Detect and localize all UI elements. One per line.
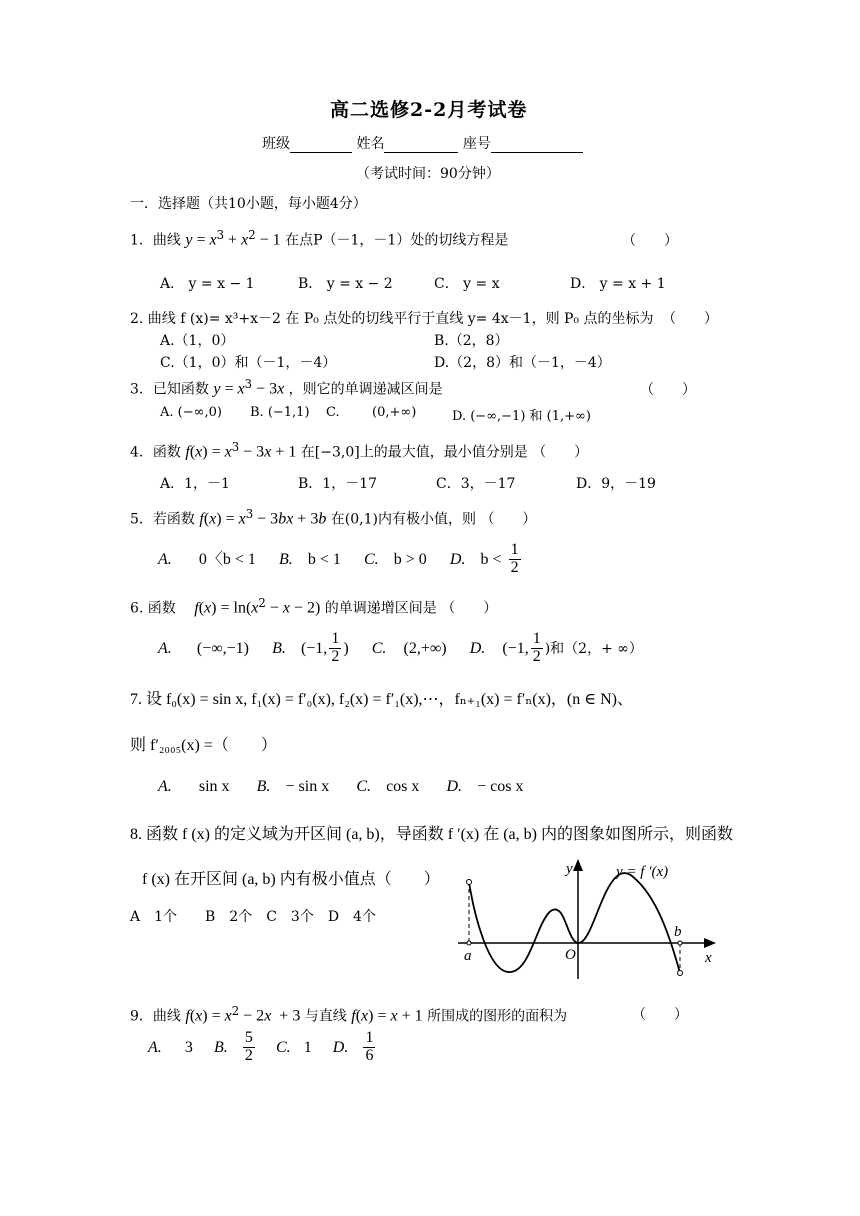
q6-option-b-label: B. (272, 639, 286, 657)
q1-option-c: C． y = x (434, 276, 500, 292)
q5-options (158, 542, 523, 577)
q6-option-d-pre: (−1, (502, 639, 529, 657)
question-2: 2. 曲线 f (x)= x³+x－2 在 P₀ 点处的切线平行于直线 y= 4x－1，则 P₀ 点的坐标为 (130, 311, 654, 327)
question-5: 5．若函数 $f(x) = x^3 - 3bx + 3b$ 在(0,1)内有极小值，则 （ ） (130, 507, 537, 528)
q6-option-d-label: D. (469, 639, 486, 657)
q9-stem-a: 9．曲线 (130, 1008, 181, 1025)
q5-stem-a: 5．若函数 (130, 511, 195, 528)
q3-stem-a: 3．已知函数 (130, 381, 209, 398)
q9-paren: （ ） (632, 1007, 688, 1023)
q7-option-c: cos x (386, 778, 420, 795)
q9-option-b: $\frac{5}{2}$ (244, 1029, 253, 1064)
q5-option-c-label: C. (364, 550, 379, 568)
q4-paren: （ ） (532, 444, 589, 461)
q5-fraction: $\frac{1}{2}$ (510, 541, 519, 576)
q6-option-b-pre: (−1, (300, 639, 328, 657)
q6-stem-b: 的单调递增区间是 (324, 600, 437, 617)
y-axis-arrow (573, 859, 583, 871)
q6-options: A. (−∞,−1) B. (−1, $\frac{1}{2}$ ) C. (2,+∞) D. (−1, $\frac{1}{2}$ )和（2，+ ∞） (158, 630, 643, 665)
q4-option-d: D．9，－19 (576, 476, 656, 492)
q1-stem-b: 在点P（－1，－1）处的切线方程是 (285, 232, 509, 249)
x-axis-arrow (704, 938, 716, 948)
page-title: 高二选修2-2月考试卷 (330, 99, 528, 121)
q9-stem-b: 与直线 (304, 1008, 347, 1025)
q1-option-d: D． y = x + 1 (570, 276, 666, 292)
q1-option-b: B． y = x − 2 (298, 276, 393, 292)
q2-option-d: D.（2，8）和（－1，－4） (434, 355, 611, 371)
q5-option-a-label: A. (158, 550, 172, 568)
q6-stem-a: 6. 函数 (130, 600, 176, 617)
q5-option-b: b < 1 (307, 550, 341, 568)
q7-option-d-label: D. (446, 778, 463, 795)
question-6: 6. 函数 $f(x) = \ln(x^2 - x - 2)$ 的单调递增区间是 （ ） (130, 596, 498, 617)
q6-option-c-label: C. (371, 639, 387, 657)
info-line (262, 133, 583, 153)
q9-option-c: 1 (303, 1038, 312, 1056)
question-8: 8. 函数 f (x) 的定义域为开区间 (a, b)，导函数 f ′(x) 在 (a, b) 内的图象如图所示，则函数 (130, 826, 733, 843)
name-label: 姓名 (356, 136, 385, 152)
q3-paren: （ ） (640, 382, 696, 398)
q9-options (148, 1030, 377, 1065)
endpoint-b (678, 971, 683, 976)
q7-option-b: − sin x (285, 778, 330, 795)
q9-option-d-label: D. (332, 1038, 349, 1056)
q2-option-a: A.（1，0） (160, 333, 235, 349)
curve-label: y = f ′(x) (616, 864, 669, 880)
q3-option-a: A. (−∞,0) (160, 405, 222, 420)
q7-options (158, 776, 524, 796)
q4-stem-a: 4．函数 (130, 444, 181, 461)
q9-option-a: 3 (184, 1038, 193, 1056)
b-label: b (674, 924, 682, 940)
point-a (467, 941, 471, 945)
q4-option-b: B．1，－17 (298, 476, 378, 492)
x-axis-label: x (705, 950, 712, 966)
section-heading: 一．选择题（共10小题，每小题4分） (130, 196, 367, 212)
q6-option-d-post: )和（2，+ ∞） (544, 640, 643, 657)
q9-option-d: $\frac{1}{6}$ (365, 1029, 374, 1064)
question-3: 3．已知函数 $y = x^3 - 3x$ ，则它的单调递减区间是 (130, 377, 443, 398)
origin-label: O (565, 947, 576, 963)
question-4: 4．函数 $f(x) = x^3 - 3x + 1$ 在[−3,0]上的最大值，最小值分别是 （ ） (130, 440, 589, 461)
q5-option-c: b > 0 (393, 550, 427, 568)
q6-option-b-post: ) (343, 639, 349, 657)
q8-options: A 1个 B 2个 C 3个 D 4个 (130, 909, 376, 925)
derivative-graph (440, 852, 730, 982)
question-7-line2: 则 f′₂₀₀₅(x) =（ ） (130, 737, 277, 754)
q3-option-b: B. (−1,1) (250, 405, 310, 420)
q6-option-a-label: A. (158, 639, 172, 657)
q5-stem-b: 在(0,1)内有极小值，则 (330, 511, 476, 528)
q5-paren: （ ） (480, 511, 537, 528)
a-label: a (464, 948, 472, 964)
time-note: （考试时间：90分钟） (356, 166, 500, 182)
q1-stem-a: 1．曲线 (130, 232, 181, 249)
q9-option-c-label: C. (275, 1038, 291, 1056)
q5-option-b-label: B. (279, 550, 293, 568)
q2-option-b: B.（2，8） (434, 333, 509, 349)
q4-stem-b: 在[−3,0]上的最大值，最小值分别是 (300, 444, 528, 461)
q5-option-d-label: D. (449, 550, 466, 568)
q1-option-a: A． y = x − 1 (160, 276, 255, 292)
q9-option-a-label: A. (148, 1038, 162, 1056)
q9-stem-c: 所围成的图形的面积为 (427, 1008, 568, 1025)
q5-option-d: b < (480, 550, 502, 568)
q3-option-d: D. (−∞,−1) 和 (1,+∞) (452, 409, 591, 424)
question-7: 7. 设 f₀(x) = sin x, f₁(x) = f′₀(x), f₂(x) = f′₁(x),⋯，fₙ₊₁(x) = f′ₙ(x)，(n ∈ N)、 (130, 691, 633, 708)
q4-option-a: A．1，－1 (160, 476, 230, 492)
q6-option-a: (−∞,−1) (196, 639, 249, 657)
question-1: 1．曲线 $y = x^3 + x^2 - 1$ 在点P（－1，－1）处的切线方程是 (130, 228, 509, 249)
question-9: 9．曲线 $f(x) = x^2 - 2x + 3$ 与直线 f(x) = x + 1 所围成的图形的面积为 (130, 1004, 568, 1025)
seat-label: 座号 (462, 136, 491, 152)
q6-option-c: (2,+∞) (403, 639, 447, 657)
question-8-line2: f (x) 在开区间 (a, b) 内有极小值点（ ） (142, 871, 440, 888)
q6-paren: （ ） (441, 600, 498, 617)
q3-option-c: (0,+∞) (372, 405, 417, 420)
q4-option-c: C．3，－17 (436, 476, 516, 492)
q7-option-c-label: C. (356, 778, 371, 795)
q3-stem-b: ，则它的单调递减区间是 (288, 381, 443, 398)
q1-paren: （ ） (622, 233, 678, 249)
q2-paren: （ ） (662, 311, 718, 327)
y-axis-label: y (566, 861, 573, 877)
q9-option-b-label: B. (213, 1038, 228, 1056)
q7-option-a-label: A. (158, 778, 172, 795)
q5-option-a: 0〈b < 1 (198, 550, 256, 568)
q7-option-a: sin x (198, 778, 230, 795)
endpoint-a (467, 880, 472, 885)
q2-option-c: C.（1，0）和（－1，－4） (160, 355, 337, 371)
class-label: 班级 (262, 136, 290, 152)
point-b (678, 941, 682, 945)
q7-option-b-label: B. (256, 778, 271, 795)
q3-option-c-label: C. (326, 405, 340, 420)
q7-option-d: − cos x (477, 778, 524, 795)
